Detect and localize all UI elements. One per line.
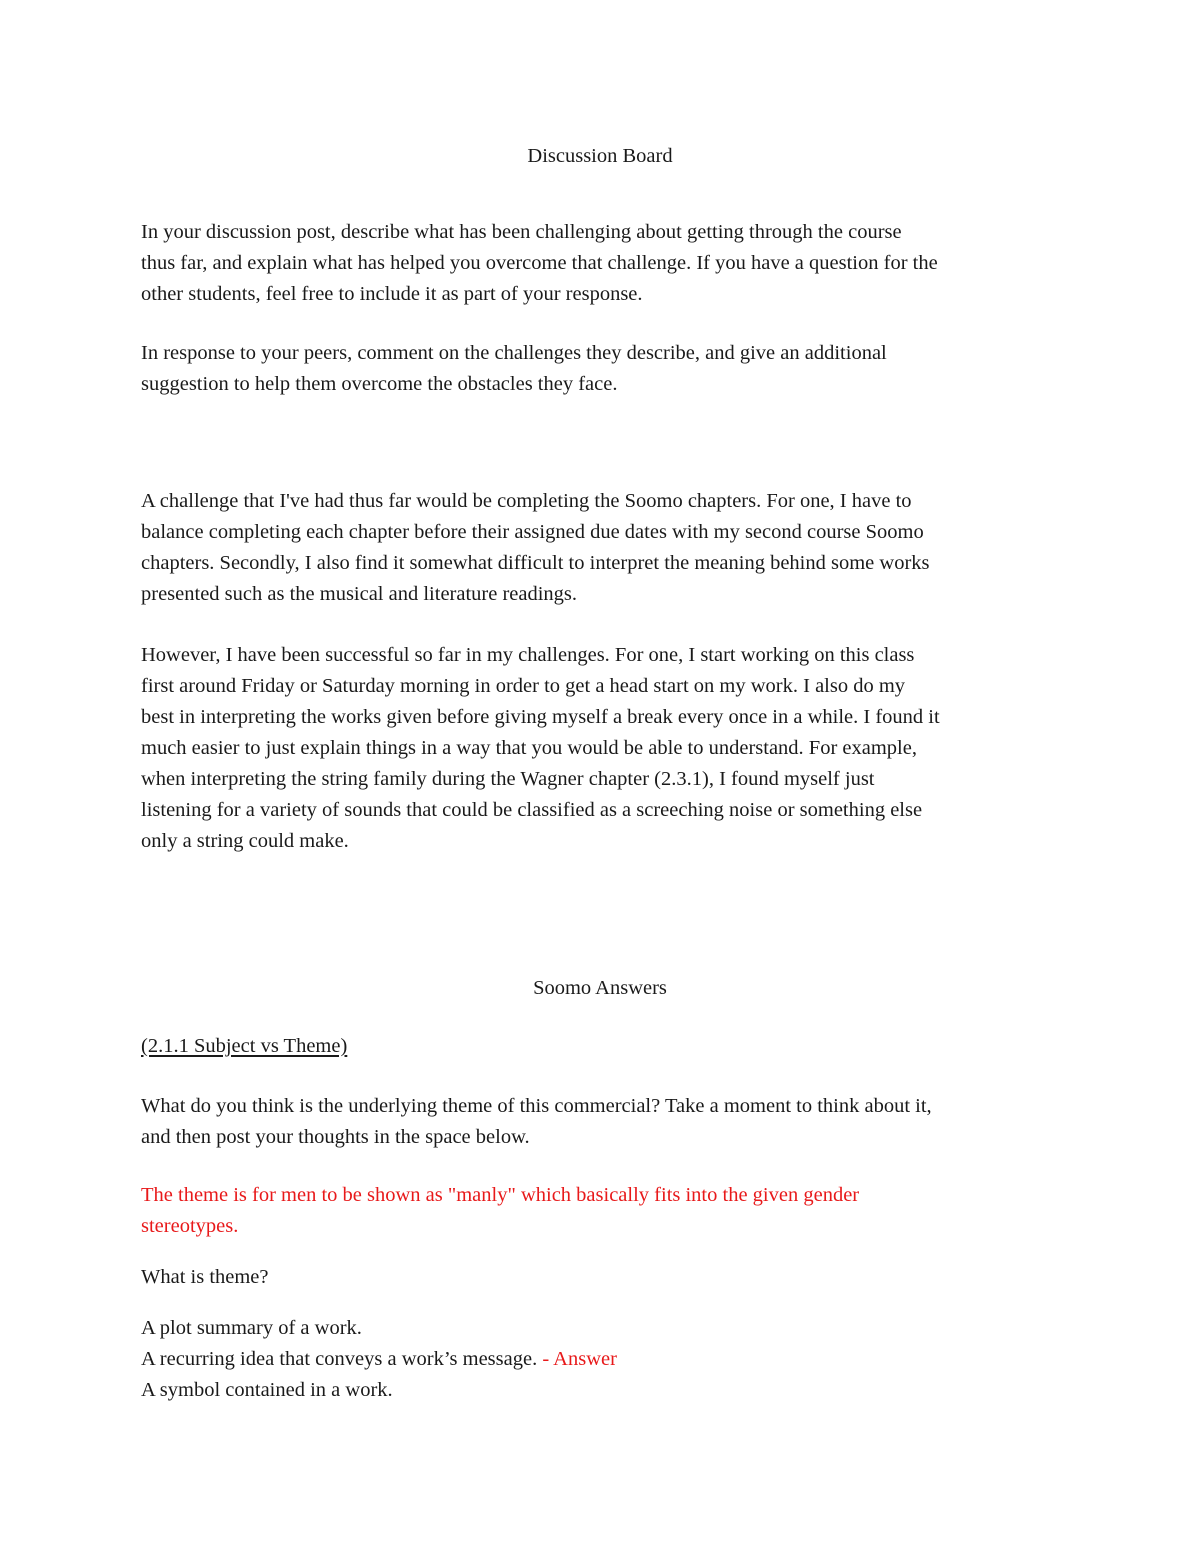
- option-text: A recurring idea that conveys a work’s message.: [141, 1348, 543, 1370]
- text-line: In your discussion post, describe what has been challenging about getting through the course: [141, 221, 902, 243]
- text-line: presented such as the musical and literature readings.: [141, 583, 578, 605]
- option-item: [141, 1318, 362, 1339]
- option-item: [141, 1380, 393, 1401]
- question-2: What is theme?: [141, 1266, 269, 1288]
- section-heading: (2.1.1 Subject vs Theme): [141, 1035, 348, 1057]
- text-line: first around Friday or Saturday morning in order to get a head start on my work. I also do my: [141, 675, 906, 697]
- text-line: However, I have been successful so far in my challenges. For one, I start working on this class: [141, 644, 915, 666]
- text-line: and then post your thoughts in the space below.: [141, 1126, 530, 1148]
- text-line: listening for a variety of sounds that could be classified as a screeching noise or something else: [141, 799, 923, 821]
- text-line: other students, feel free to include it as part of your response.: [141, 283, 643, 305]
- discussion-title: Discussion Board: [527, 145, 673, 167]
- text-line: thus far, and explain what has helped you overcome that challenge. If you have a question for the: [141, 252, 938, 274]
- option-text: A plot summary of a work.: [141, 1317, 362, 1339]
- answer-marker: - Answer: [542, 1348, 617, 1370]
- text-line: A challenge that I've had thus far would be completing the Soomo chapters. For one, I have to: [141, 490, 912, 512]
- answer-line: stereotypes.: [141, 1215, 239, 1237]
- text-line: In response to your peers, comment on the challenges they describe, and give an additional: [141, 342, 887, 364]
- text-line: only a string could make.: [141, 830, 349, 852]
- text-line: suggestion to help them overcome the obstacles they face.: [141, 373, 618, 395]
- text-line: What do you think is the underlying theme of this commercial? Take a moment to think about it,: [141, 1095, 932, 1117]
- soomo-title: Soomo Answers: [533, 977, 667, 999]
- option-text: A symbol contained in a work.: [141, 1379, 393, 1401]
- text-line: best in interpreting the works given before giving myself a break every once in a while. I found it: [141, 706, 940, 728]
- text-line: balance completing each chapter before their assigned due dates with my second course Soomo: [141, 521, 924, 543]
- text-line: much easier to just explain things in a way that you would be able to understand. For example,: [141, 737, 917, 759]
- option-item: [141, 1349, 617, 1370]
- answer-line: The theme is for men to be shown as "manly" which basically fits into the given gender: [141, 1184, 860, 1206]
- text-line: when interpreting the string family during the Wagner chapter (2.3.1), I found myself just: [141, 768, 875, 790]
- text-line: chapters. Secondly, I also find it somewhat difficult to interpret the meaning behind some works: [141, 552, 930, 574]
